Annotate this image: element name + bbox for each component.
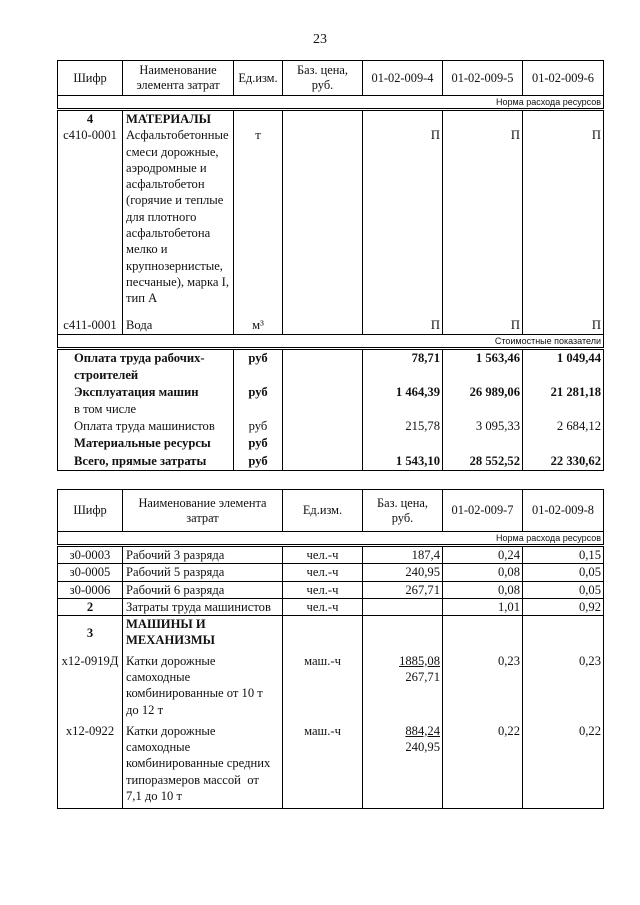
empty-cell: [283, 401, 363, 418]
table-row: [58, 581, 604, 598]
price-sub: 240,95: [405, 739, 440, 754]
cost-value: 215,78: [363, 418, 443, 435]
row-value: 0,05: [523, 564, 604, 581]
table-row: [58, 598, 604, 615]
cost-value: 28 552,52: [443, 453, 523, 471]
empty-cell: [443, 435, 523, 453]
empty-cell: [523, 110, 604, 128]
price-sub: 267,71: [405, 669, 440, 684]
price-main: 884,24: [405, 723, 440, 738]
header-column: 01-02-009-7: [443, 490, 523, 532]
row-code: с411-0001: [58, 307, 123, 335]
row-price: [283, 127, 363, 306]
row-price: [363, 721, 443, 809]
row-code: х12-0919Д: [58, 651, 123, 721]
cost-value: 78,71: [363, 349, 443, 385]
header-price: Баз. цена, руб.: [363, 490, 443, 532]
table-row: [58, 721, 604, 809]
cost-value: 26 989,06: [443, 384, 523, 401]
header-column: 01-02-009-6: [523, 61, 604, 96]
empty-cell: [443, 401, 523, 418]
row-value: 0,23: [523, 651, 604, 721]
row-name: Вода: [123, 307, 234, 335]
cost-row: [58, 435, 604, 453]
row-code: х12-0922: [58, 721, 123, 809]
page-number: 23: [313, 32, 327, 47]
header-name: Наименование элемента затрат: [123, 490, 283, 532]
row-name: Асфальтобетонные смеси дорожные, аэродромные и асфальтобетон (горячие и теплые для плотного асфальтобетона мелко и крупнозернистые, песчаные), марка I, тип А: [123, 127, 234, 306]
table-row: [58, 651, 604, 721]
row-value: П: [363, 127, 443, 306]
row-value: П: [523, 127, 604, 306]
price-main: 1885,08: [399, 653, 440, 668]
header-price: Баз. цена, руб.: [283, 61, 363, 96]
cost-label-row: [58, 335, 604, 349]
row-value: 0,22: [443, 721, 523, 809]
table-row: [58, 307, 604, 335]
resource-norms-table-2: [57, 489, 604, 809]
row-value: 0,08: [443, 581, 523, 598]
row-value: П: [363, 307, 443, 335]
row-value: 0,15: [523, 546, 604, 564]
empty-cell: [523, 435, 604, 453]
empty-cell: [283, 418, 363, 435]
empty-cell: [363, 110, 443, 128]
empty-cell: [283, 453, 363, 471]
row-code: з0-0005: [58, 564, 123, 581]
empty-cell: [283, 110, 363, 128]
cost-value: 1 563,46: [443, 349, 523, 385]
row-price: [363, 598, 443, 615]
empty-cell: [283, 349, 363, 385]
header-row: [58, 490, 604, 532]
row-unit: т: [234, 127, 283, 306]
row-name: Катки дорожные самоходные комбинированные от 10 т до 12 т: [123, 651, 283, 721]
section-number: 3: [58, 616, 123, 651]
cost-value: 3 095,33: [443, 418, 523, 435]
row-code: с410-0001: [58, 127, 123, 306]
row-name: Катки дорожные самоходные комбинированные средних типоразмеров массой от 7,1 до 10 т: [123, 721, 283, 809]
section-title: МАШИНЫ И МЕХАНИЗМЫ: [123, 616, 283, 651]
norm-label: Норма расхода ресурсов: [58, 96, 604, 110]
section-number: 4: [58, 110, 123, 128]
row-value: 0,22: [523, 721, 604, 809]
norm-label: Норма расхода ресурсов: [58, 532, 604, 546]
row-value: 1,01: [443, 598, 523, 615]
empty-cell: [523, 616, 604, 651]
header-column: 01-02-009-5: [443, 61, 523, 96]
cost-row: [58, 349, 604, 385]
cost-row: [58, 401, 604, 418]
cost-value: 1 464,39: [363, 384, 443, 401]
empty-cell: [443, 616, 523, 651]
cost-row: [58, 453, 604, 471]
header-row: [58, 61, 604, 96]
empty-cell: [234, 110, 283, 128]
row-unit: чел.-ч: [283, 564, 363, 581]
cost-row: [58, 384, 604, 401]
cost-unit: руб: [234, 453, 283, 471]
empty-cell: [363, 435, 443, 453]
header-column: 01-02-009-8: [523, 490, 604, 532]
row-price: [363, 651, 443, 721]
row-value: 0,92: [523, 598, 604, 615]
header-column: 01-02-009-4: [363, 61, 443, 96]
cost-name: Всего, прямые затраты: [58, 453, 234, 471]
cost-name: в том числе: [58, 401, 234, 418]
row-name: Рабочий 5 разряда: [123, 564, 283, 581]
row-unit: чел.-ч: [283, 598, 363, 615]
header-unit: Ед.изм.: [234, 61, 283, 96]
header-unit: Ед.изм.: [283, 490, 363, 532]
resource-norms-table-1: [57, 60, 604, 471]
section-row: [58, 616, 604, 651]
row-value: 0,24: [443, 546, 523, 564]
table-row: [58, 127, 604, 306]
row-code: з0-0003: [58, 546, 123, 564]
cost-name: Оплата труда рабочих- строителей: [58, 349, 234, 385]
row-name: Затраты труда машинистов: [123, 598, 283, 615]
section-title: МАТЕРИАЛЫ: [123, 110, 234, 128]
cost-value: 1 049,44: [523, 349, 604, 385]
cost-value: 1 543,10: [363, 453, 443, 471]
cost-row: [58, 418, 604, 435]
empty-cell: [523, 401, 604, 418]
empty-cell: [283, 616, 363, 651]
cost-value: 21 281,18: [523, 384, 604, 401]
header-name: Наименование элемента затрат: [123, 61, 234, 96]
cost-value: 22 330,62: [523, 453, 604, 471]
cost-name: Оплата труда машинистов: [58, 418, 234, 435]
row-price: 187,4: [363, 546, 443, 564]
row-code: з0-0006: [58, 581, 123, 598]
cost-unit: руб: [234, 384, 283, 401]
row-unit: м³: [234, 307, 283, 335]
cost-unit: руб: [234, 435, 283, 453]
row-unit: чел.-ч: [283, 581, 363, 598]
row-unit: маш.-ч: [283, 721, 363, 809]
row-price: 240,95: [363, 564, 443, 581]
row-name: Рабочий 3 разряда: [123, 546, 283, 564]
row-name: Рабочий 6 разряда: [123, 581, 283, 598]
cost-label: Стоимостные показатели: [58, 335, 604, 349]
table-row: [58, 564, 604, 581]
row-value: П: [443, 127, 523, 306]
row-price: 267,71: [363, 581, 443, 598]
cost-name: Материальные ресурсы: [58, 435, 234, 453]
empty-cell: [363, 401, 443, 418]
cost-value: 2 684,12: [523, 418, 604, 435]
norm-label-row: [58, 532, 604, 546]
header-code: Шифр: [58, 490, 123, 532]
cost-unit: руб: [234, 418, 283, 435]
row-code: 2: [58, 598, 123, 615]
row-value: 0,08: [443, 564, 523, 581]
row-price: [283, 307, 363, 335]
norm-label-row: [58, 96, 604, 110]
empty-cell: [283, 435, 363, 453]
row-unit: чел.-ч: [283, 546, 363, 564]
header-code: Шифр: [58, 61, 123, 96]
row-value: 0,23: [443, 651, 523, 721]
row-value: П: [443, 307, 523, 335]
empty-cell: [363, 616, 443, 651]
row-unit: маш.-ч: [283, 651, 363, 721]
cost-name: Эксплуатация машин: [58, 384, 234, 401]
row-value: П: [523, 307, 604, 335]
table-row: [58, 546, 604, 564]
cost-unit: руб: [234, 349, 283, 385]
section-row: [58, 110, 604, 128]
empty-cell: [234, 401, 283, 418]
row-value: 0,05: [523, 581, 604, 598]
empty-cell: [443, 110, 523, 128]
empty-cell: [283, 384, 363, 401]
